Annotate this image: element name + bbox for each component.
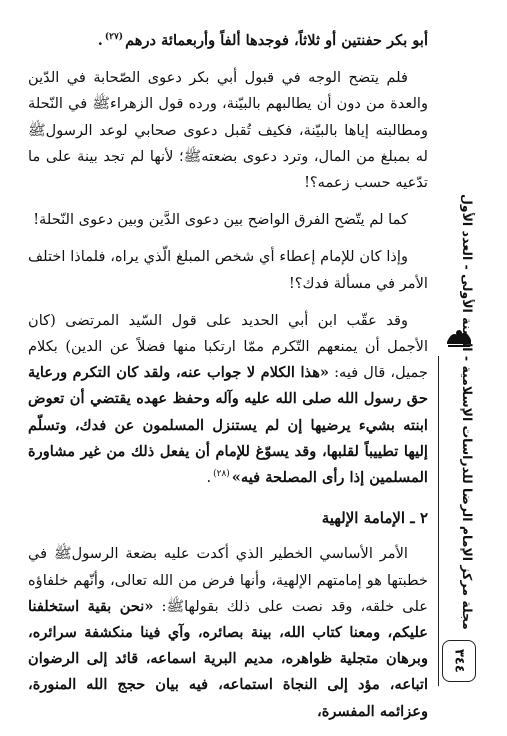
ibn-abi-hadid-intro: وقد عقّب ابن أبي الحديد على قول السّيد المرتضى (كان الأجمل أن يمنعهم التّكرم ممّا ارتكبا منها فضلاً عن الدين) بكلام جميل، قال فيه:	[28, 311, 428, 382]
section-heading: ٢ ـ الإمامة الإلهية	[321, 509, 428, 528]
ibn-abi-hadid-quote: «هذا الكلام لا جواب عنه، ولقد كان التكرم ورعاية حق رسول الله صلى الله عليه وآله وحفظ عهده يقتضي أن تعوض ابنته بشيء يرضيها إن لم يستنزل المسلمون عن فدك، وتسلّم إليها تطييباً لقلبها، وقد يسوّغ للإمام أن يفعل ذلك من غير مشاورة المسلمين إذا رأى المصلحة فيه»	[28, 364, 428, 487]
imamate-intro: الأمر الأساسي الخطير الذي أكدت عليه بضعة الرسولﷺ في خطبتها هو إمامتهم الإلهية، وأنها فرض من الله تعالى، وأنّهم خلفاؤه على خلقه، وقد نصت على ذلك بقولهاﷺ:	[28, 545, 428, 615]
footnote-ref-28: (٢٨)	[213, 469, 230, 480]
paragraph-imamate	[28, 541, 428, 724]
footnote-ref-27: (٢٧)	[104, 32, 124, 43]
running-header: مجلة مركز الإمام الرضا للدراسات الإسلامية - السنة الأولى - العدد الأول	[460, 194, 475, 630]
sermon-quote: «نحن بقية استخلفنا عليكم، ومعنا كتاب الله، بينة بصائره، وآي فينا منكشفة سرائره، وبرهان متجلية ظواهره، مديم البرية اسماعه، قائد إلى الرضوان اتباعه، مؤد إلى النجاة استماعه، فيه بيان حجج الله المنورة، وعزائمه المفسرة،	[28, 597, 428, 720]
main-text-column	[28, 28, 428, 736]
paragraph-continuation: أبو بكر حفنتين أو ثلاثاً، فوجدها ألفاً وأربعمائة درهم$^{(٢٧)}$.	[97, 32, 428, 49]
paragraph-difference: كما لم يتّضح الفرق الواضح بين دعوى الدَّين وبين دعوى النّحلة!	[33, 211, 408, 229]
paragraph-fadak-question: وإذا كان للإمام إعطاء أي شخص المبلغ الّذي يراه، فلماذا اختلف الأمر في مسألة فدك؟!	[28, 248, 428, 292]
page-number: ٣٤٤	[442, 640, 476, 682]
paragraph-sahaba-claims: فلم يتضح الوجه في قبول أبي بكر دعوى الصّحابة في الدّين والعدة من دون أن يطالبهم بالبيّنة، ورده قول الزهراءﷺ في النّحلة ومطالبته إياها بالبيّنة، فكيف تُقبل دعوى صحابي لوعد الرسولﷺ له بمبلغ من المال، وترد دعوى بضعتهﷺ؛ لأنها لم تجد بينة على ما تدّعيه حسب زعمه؟!	[28, 69, 428, 192]
paragraph-ibn-abi-hadid: وقد عقّب ابن أبي الحديد على قول السّيد المرتضى (كان الأجمل أن يمنعهم التّكرم ممّا ارتكبا منها فضلاً عن الدين) بكلام جميل، قال فيه: «هذا الكلام لا جواب عنه، ولقد كان التكرم ورعاية حق رسول الله صلى الله عليه وآله وحفظ عهده يقتضي أن تعوض ابنته بشيء يرضيها إن لم يستنزل المسلمون عن فدك، وتسلّم إليها تطييباً لقلبها، وقد يسوّغ للإمام أن يفعل ذلك من غير مشاورة المسلمين إذا رأى المصلحة فيه»$^{(٢٨)}$.	[28, 311, 428, 487]
margin-rule	[438, 356, 439, 686]
continuation-text: أبو بكر حفنتين أو ثلاثاً، فوجدها ألفاً وأربعمائة درهم	[125, 32, 428, 49]
